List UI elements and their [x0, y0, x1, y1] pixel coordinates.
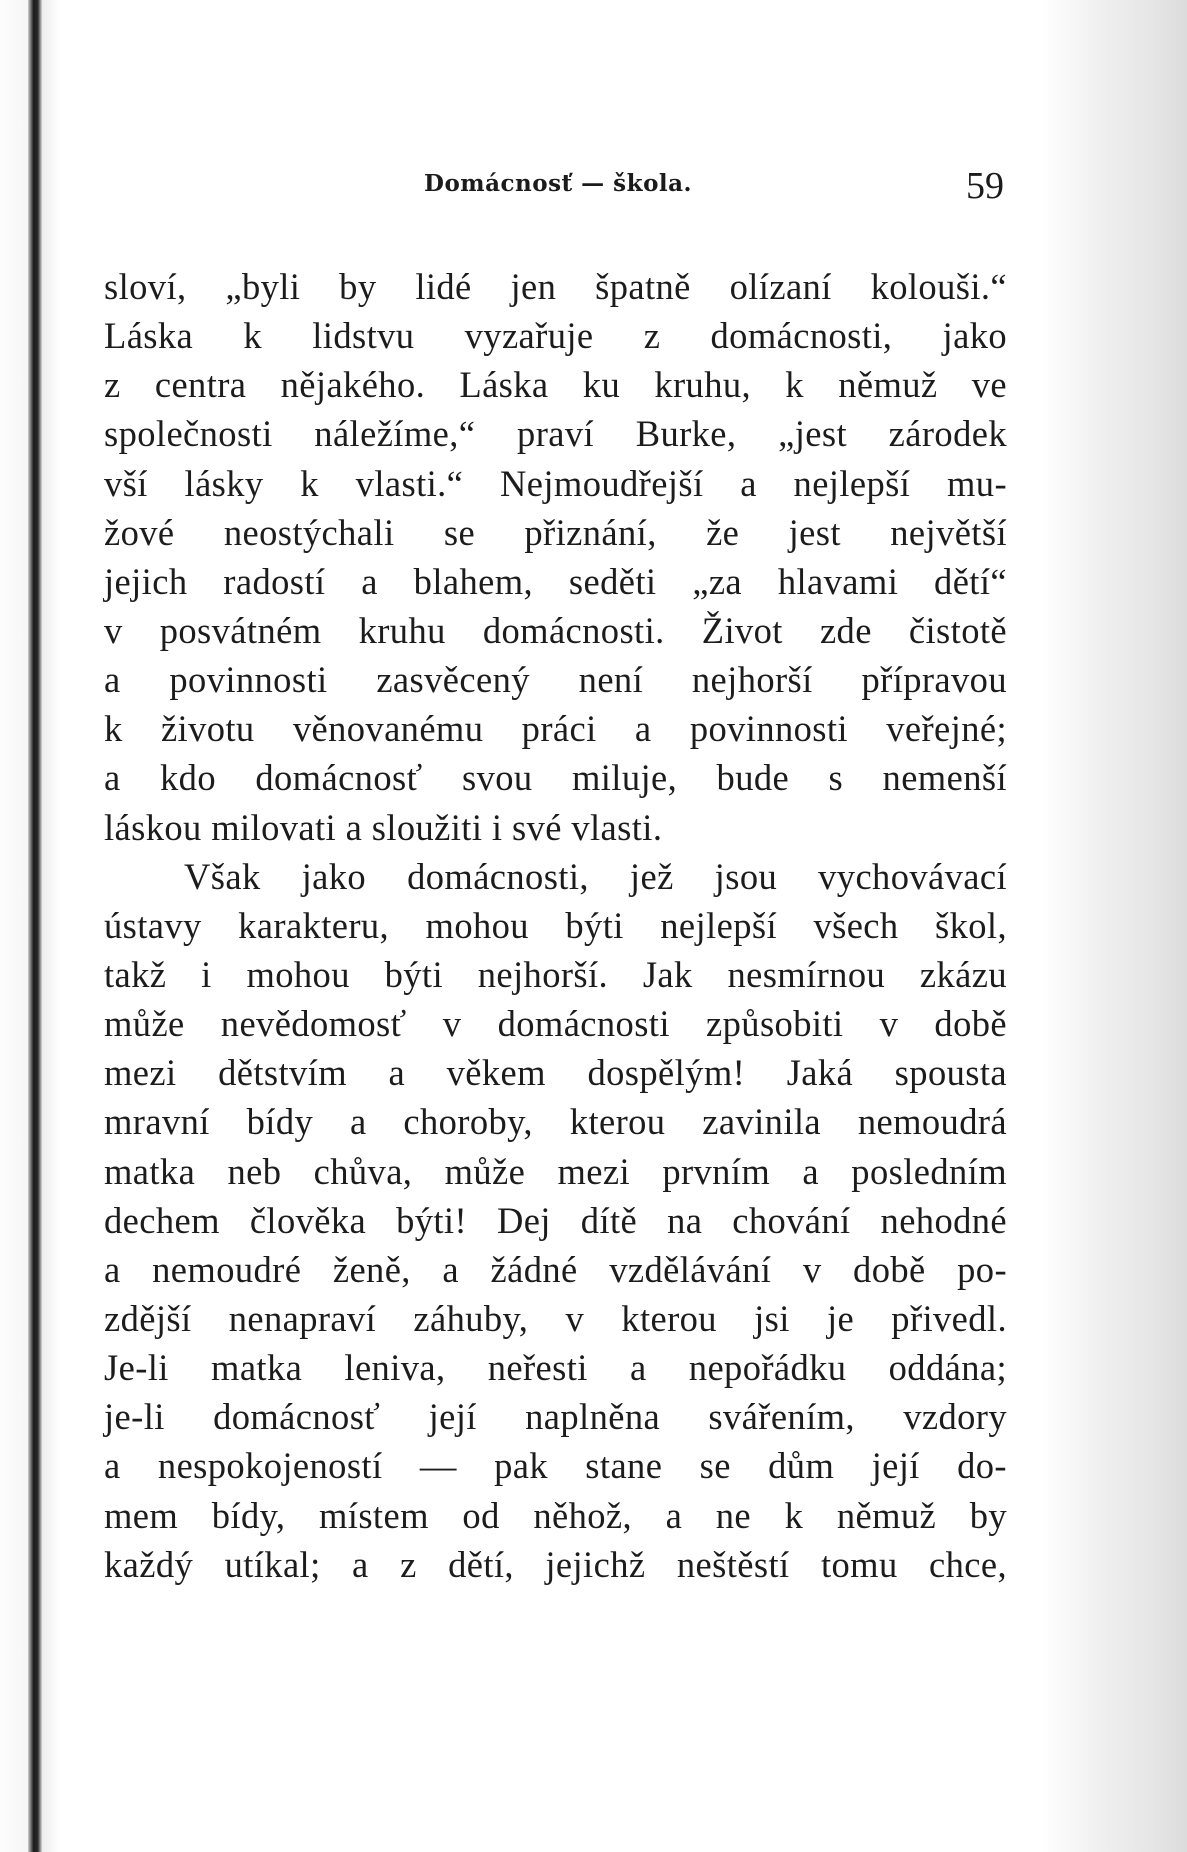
text-line: a kdo domácnosť svou miluje, bude s nemenší — [104, 757, 1007, 799]
text-line: ústavy karakteru, mohou býti nejlepší všech škol, — [104, 904, 1007, 946]
text-line: každý utíkal; a z dětí, jejichž neštěstí tomu chce, — [104, 1543, 1007, 1585]
text-line: je-li domácnosť její naplněna svářením, vzdory — [104, 1396, 1007, 1438]
text-line: vší lásky k vlasti.“ Nejmoudřejší a nejlepší mu- — [104, 462, 1007, 504]
text-line: Je-li matka leniva, neřesti a nepořádku oddána; — [104, 1347, 1007, 1389]
text-line: a nemoudré ženě, a žádné vzdělávání v době po- — [104, 1248, 1007, 1290]
text-line: společnosti náležíme,“ praví Burke, „jest zárodek — [104, 413, 1007, 455]
text-line: sloví, „byli by lidé jen špatně olízaní kolouši.“ — [104, 266, 1007, 307]
page-header — [0, 166, 1187, 210]
text-line: takž i mohou býti nejhorší. Jak nesmírnou zkázu — [104, 953, 1007, 995]
text-line: žové neostýchali se přiznání, že jest největší — [104, 511, 1007, 553]
text-line-paragraph-end: láskou milovati a sloužiti i své vlasti. — [104, 806, 663, 848]
text-line: dechem člověka býti! Dej dítě na chování nehodné — [104, 1199, 1007, 1241]
text-line: mem bídy, místem od něhož, a ne k němuž by — [104, 1494, 1007, 1536]
text-line-paragraph-start: Však jako domácnosti, jež jsou vychovávací — [184, 855, 1007, 897]
text-line: zdější nenapraví záhuby, v kterou jsi je přivedl. — [104, 1297, 1007, 1339]
text-line: mezi dětstvím a věkem dospělým! Jaká spousta — [104, 1052, 1007, 1094]
text-line: k životu věnovanému práci a povinnosti veřejné; — [104, 708, 1007, 750]
text-line: a povinnosti zasvěcený není nejhorší přípravou — [104, 659, 1007, 701]
page-number: 59 — [966, 165, 1004, 207]
text-line: a nespokojeností — pak stane se dům její do- — [104, 1445, 1007, 1487]
text-line: může nevědomosť v domácnosti způsobiti v době — [104, 1003, 1007, 1045]
text-line: matka neb chůva, může mezi prvním a posledním — [104, 1150, 1007, 1192]
body-text — [104, 262, 1007, 1589]
running-title: Domácnosť — škola. — [424, 170, 693, 197]
text-line: jejich radostí a blahem, seděti „za hlavami dětí“ — [104, 560, 1007, 602]
book-gutter — [28, 0, 42, 1852]
text-line: mravní bídy a choroby, kterou zavinila nemoudrá — [104, 1101, 1007, 1143]
text-line: v posvátném kruhu domácnosti. Život zde čistotě — [104, 609, 1007, 651]
text-line: z centra nějakého. Láska ku kruhu, k němuž ve — [104, 364, 1007, 406]
text-line: Láska k lidstvu vyzařuje z domácnosti, jako — [104, 315, 1007, 357]
